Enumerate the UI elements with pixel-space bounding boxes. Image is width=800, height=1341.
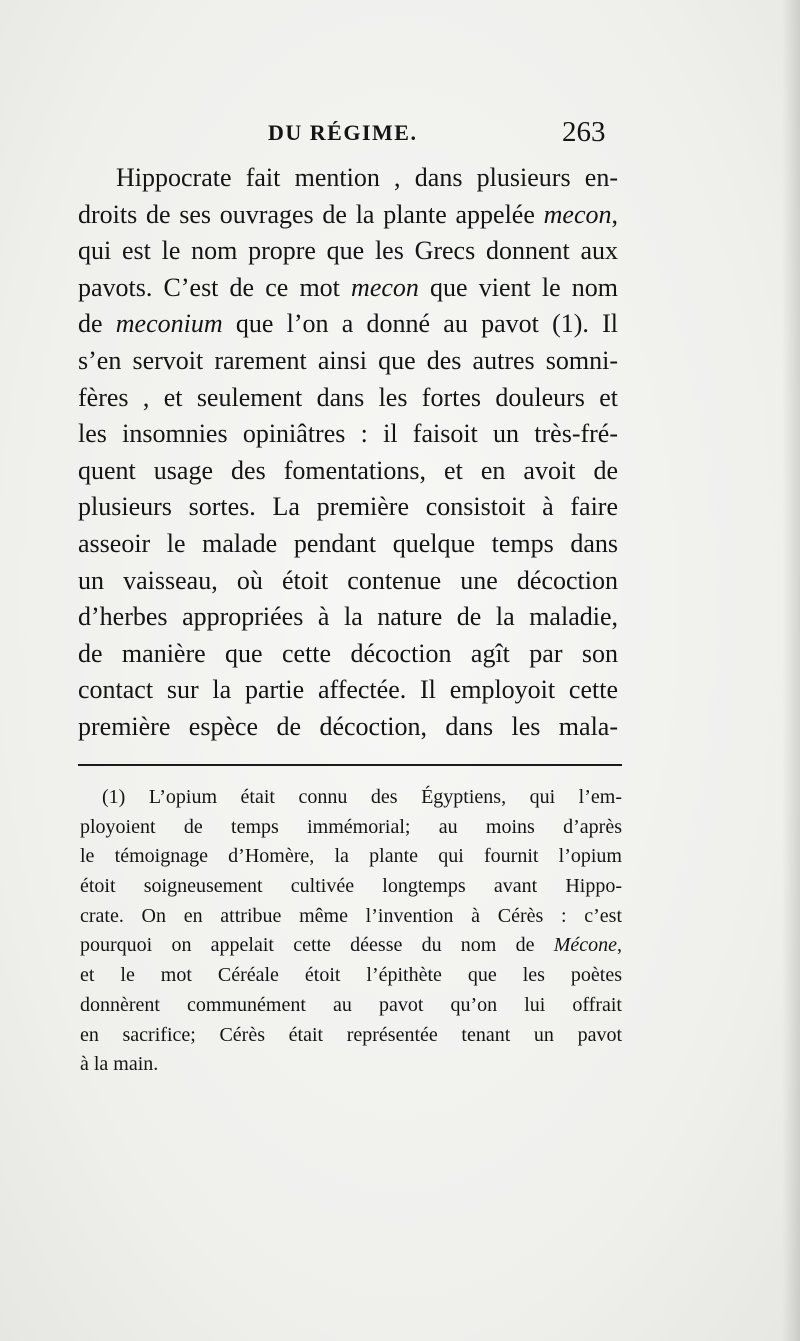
body-line: première espèce de décoction, dans les mala- (78, 711, 618, 741)
footnote-line: et le mot Céréale étoit l’épithète que les poètes (80, 964, 622, 987)
footnote-line: en sacrifice; Cérès était représentée tenant un pavot (80, 1023, 622, 1046)
body-line: Hippocrate fait mention , dans plusieurs en- (116, 163, 618, 192)
footnote-line: à la main. (80, 1053, 159, 1076)
body-line: qui est le nom propre que les Grecs donnent aux (78, 236, 618, 266)
footnote-line: ployoient de temps immémorial; au moins d’après (80, 815, 622, 838)
footnote (80, 783, 622, 1080)
footnote-line: crate. On en attribue même l’invention à Cérès : c’est (80, 904, 622, 927)
body-line: un vaisseau, où étoit contenue une décoction (78, 565, 618, 595)
page-number: 263 (562, 116, 606, 148)
footnote-rule (78, 764, 622, 766)
body-line: de manière que cette décoction agît par son (78, 638, 618, 668)
body-line: s’en servoit rarement ainsi que des autres somni- (78, 345, 618, 375)
body-line: de meconium que l’on a donné au pavot (1). Il (78, 309, 618, 339)
body-line: droits de ses ouvrages de la plante appelée mecon, (78, 199, 618, 229)
body-line: plusieurs sortes. La première consistoit à faire (78, 492, 618, 522)
body-line: quent usage des fomentations, et en avoit de (78, 455, 618, 485)
footnote-line: (1) L’opium était connu des Égyptiens, qui l’em- (102, 786, 622, 808)
footnote-line: étoit soigneusement cultivée longtemps avant Hippo- (80, 875, 622, 898)
footnote-line: le témoignage d’Homère, la plante qui fournit l’opium (80, 845, 622, 868)
footnote-line: donnèrent communément au pavot qu’on lui offrait (80, 993, 622, 1016)
body-line: pavots. C’est de ce mot mecon que vient le nom (78, 272, 618, 302)
body-text (78, 160, 618, 746)
body-line: contact sur la partie affectée. Il employoit cette (78, 675, 618, 705)
body-line: asseoir le malade pendant quelque temps dans (78, 528, 618, 558)
page-edge-shadow (782, 0, 800, 1341)
body-line: fères , et seulement dans les fortes douleurs et (78, 382, 618, 412)
body-line: d’herbes appropriées à la nature de la maladie, (78, 602, 618, 632)
running-head: DU RÉGIME. (268, 120, 418, 145)
body-line: les insomnies opiniâtres : il faisoit un très-fré- (78, 419, 618, 449)
footnote-line: pourquoi on appelait cette déesse du nom de Mécone, (80, 934, 622, 957)
